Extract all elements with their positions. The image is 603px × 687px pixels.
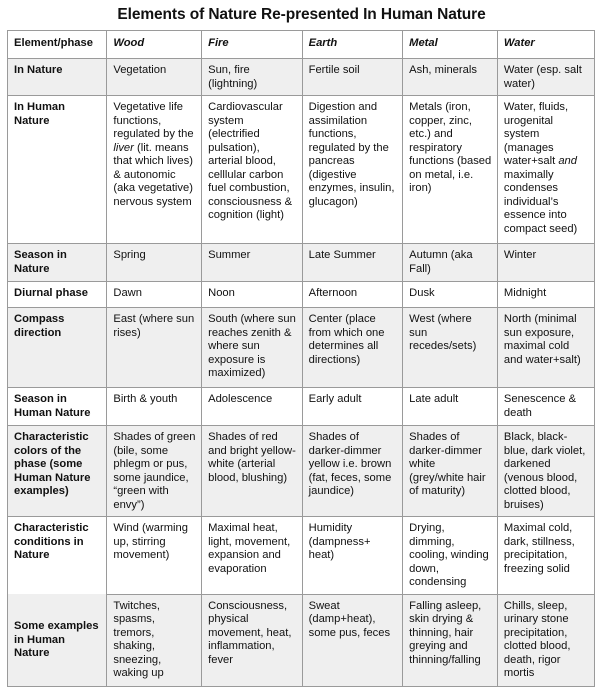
cell-text-italic: and bbox=[558, 155, 577, 167]
table-cell bbox=[107, 96, 202, 244]
row-label: In Human Nature bbox=[8, 96, 107, 244]
table-cell: Shades of green (bile, some phlegm or pus, some jaundice, “green with envy”) bbox=[107, 426, 202, 517]
table-cell: Dusk bbox=[403, 282, 498, 308]
table-cell: Birth & youth bbox=[107, 388, 202, 426]
row-label: Characteristic colors of the phase (some Human Nature examples) bbox=[8, 426, 107, 517]
table-cell: Black, black-blue, dark violet, darkened (venous blood, clotted blood, bruises) bbox=[497, 426, 594, 517]
table-cell: Maximal cold, dark, stillness, precipitation, freezing solid bbox=[497, 517, 594, 595]
cell-text-a: Vegetative life functions, regulated by the bbox=[113, 101, 194, 140]
table-cell: Fertile soil bbox=[302, 59, 403, 96]
table-cell: Senescence & death bbox=[497, 388, 594, 426]
table-cell: Water (esp. salt water) bbox=[497, 59, 594, 96]
table-cell: West (where sun recedes/sets) bbox=[403, 308, 498, 388]
table-cell: Maximal heat, light, movement, expansion and evaporation bbox=[202, 517, 303, 595]
row-label: In Nature bbox=[8, 59, 107, 96]
row-diurnal-phase bbox=[8, 282, 595, 308]
cell-text-italic: liver bbox=[113, 141, 134, 154]
document-title: Elements of Nature Re-presented In Human Nature bbox=[117, 6, 486, 23]
table-cell: Late Summer bbox=[302, 244, 403, 282]
table-cell bbox=[497, 96, 594, 244]
table-cell: Noon bbox=[202, 282, 303, 308]
row-label: Season in Human Nature bbox=[8, 388, 107, 426]
row-examples-human-nature bbox=[8, 594, 595, 686]
table-cell: Summer bbox=[202, 244, 303, 282]
table-cell: Consciousness, physical movement, heat, inflammation, fever bbox=[202, 594, 303, 686]
table-cell: Adolescence bbox=[202, 388, 303, 426]
table-cell: South (where sun reaches zenith & where sun exposure is maximized) bbox=[202, 308, 303, 388]
header-water: Water bbox=[497, 31, 594, 59]
table-cell: Early adult bbox=[302, 388, 403, 426]
table-cell: Winter bbox=[497, 244, 594, 282]
header-earth: Earth bbox=[302, 31, 403, 59]
table-cell: Shades of red and bright yellow-white (arterial blood, blushing) bbox=[202, 426, 303, 517]
row-label: Some examples in Human Nature bbox=[8, 594, 107, 686]
elements-table bbox=[7, 30, 595, 687]
row-label: Compass direction bbox=[8, 308, 107, 388]
row-season-in-human-nature bbox=[8, 388, 595, 426]
row-in-human-nature bbox=[8, 96, 595, 244]
table-cell: Wind (warming up, stirring movement) bbox=[107, 517, 202, 595]
table-cell: Falling asleep, skin drying & thinning, hair greying and thinning/falling bbox=[403, 594, 498, 686]
row-characteristic-colors bbox=[8, 426, 595, 517]
table-cell: Shades of darker-dimmer yellow i.e. brown (fat, feces, some jaundice) bbox=[302, 426, 403, 517]
table-cell: Vegetation bbox=[107, 59, 202, 96]
table-cell: Center (place from which one determines all directions) bbox=[302, 308, 403, 388]
row-in-nature bbox=[8, 59, 595, 96]
table-cell: Twitches, spasms, tremors, shaking, sneezing, waking up bbox=[107, 594, 202, 686]
table-cell: Sweat (damp+heat), some pus, feces bbox=[302, 594, 403, 686]
table-cell: Drying, dimming, cooling, winding down, condensing bbox=[403, 517, 498, 595]
table-cell: Autumn (aka Fall) bbox=[403, 244, 498, 282]
row-label: Diurnal phase bbox=[8, 282, 107, 308]
table-cell: Afternoon bbox=[302, 282, 403, 308]
table-cell: Chills, sleep, urinary stone precipitation, clotted blood, death, rigor mortis bbox=[497, 594, 594, 686]
header-metal: Metal bbox=[403, 31, 498, 59]
row-label: Season in Nature bbox=[8, 244, 107, 282]
header-wood: Wood bbox=[107, 31, 202, 59]
table-cell: East (where sun rises) bbox=[107, 308, 202, 388]
table-cell: Metals (iron, copper, zinc, etc.) and respiratory functions (based on metal, i.e. iron) bbox=[403, 96, 498, 244]
table-cell: Shades of darker-dimmer white (grey/white hair of maturity) bbox=[403, 426, 498, 517]
table-cell: Sun, fire (lightning) bbox=[202, 59, 303, 96]
header-fire: Fire bbox=[202, 31, 303, 59]
table-cell: Cardiovascular system (electrified pulsation), arterial blood, celllular carbon fuel combustion, consciousness & cognition (light) bbox=[202, 96, 303, 244]
header-element-phase: Element/phase bbox=[8, 31, 107, 59]
table-cell: Dawn bbox=[107, 282, 202, 308]
table-cell: Midnight bbox=[497, 282, 594, 308]
row-season-in-nature bbox=[8, 244, 595, 282]
table-cell: Digestion and assimilation functions, regulated by the pancreas (digestive enzymes, insulin, glucagon) bbox=[302, 96, 403, 244]
table-cell: Spring bbox=[107, 244, 202, 282]
table-cell: Late adult bbox=[403, 388, 498, 426]
cell-text-b: (lit. means that which lives) & autonomic (aka vegetative) nervous system bbox=[113, 141, 193, 208]
table-cell: Ash, minerals bbox=[403, 59, 498, 96]
row-label: Characteristic conditions in Nature bbox=[8, 517, 107, 595]
table-cell: North (minimal sun exposure, maximal cold and water+salt) bbox=[497, 308, 594, 388]
row-compass-direction bbox=[8, 308, 595, 388]
table-header-row bbox=[8, 31, 595, 59]
row-characteristic-conditions bbox=[8, 517, 595, 595]
table-cell: Humidity (dampness+ heat) bbox=[302, 517, 403, 595]
cell-text-b: maximally condenses individual’s essence into compact seed) bbox=[503, 168, 578, 235]
cell-text-a: Water, fluids, urogenital system (manages water+salt bbox=[503, 101, 569, 167]
